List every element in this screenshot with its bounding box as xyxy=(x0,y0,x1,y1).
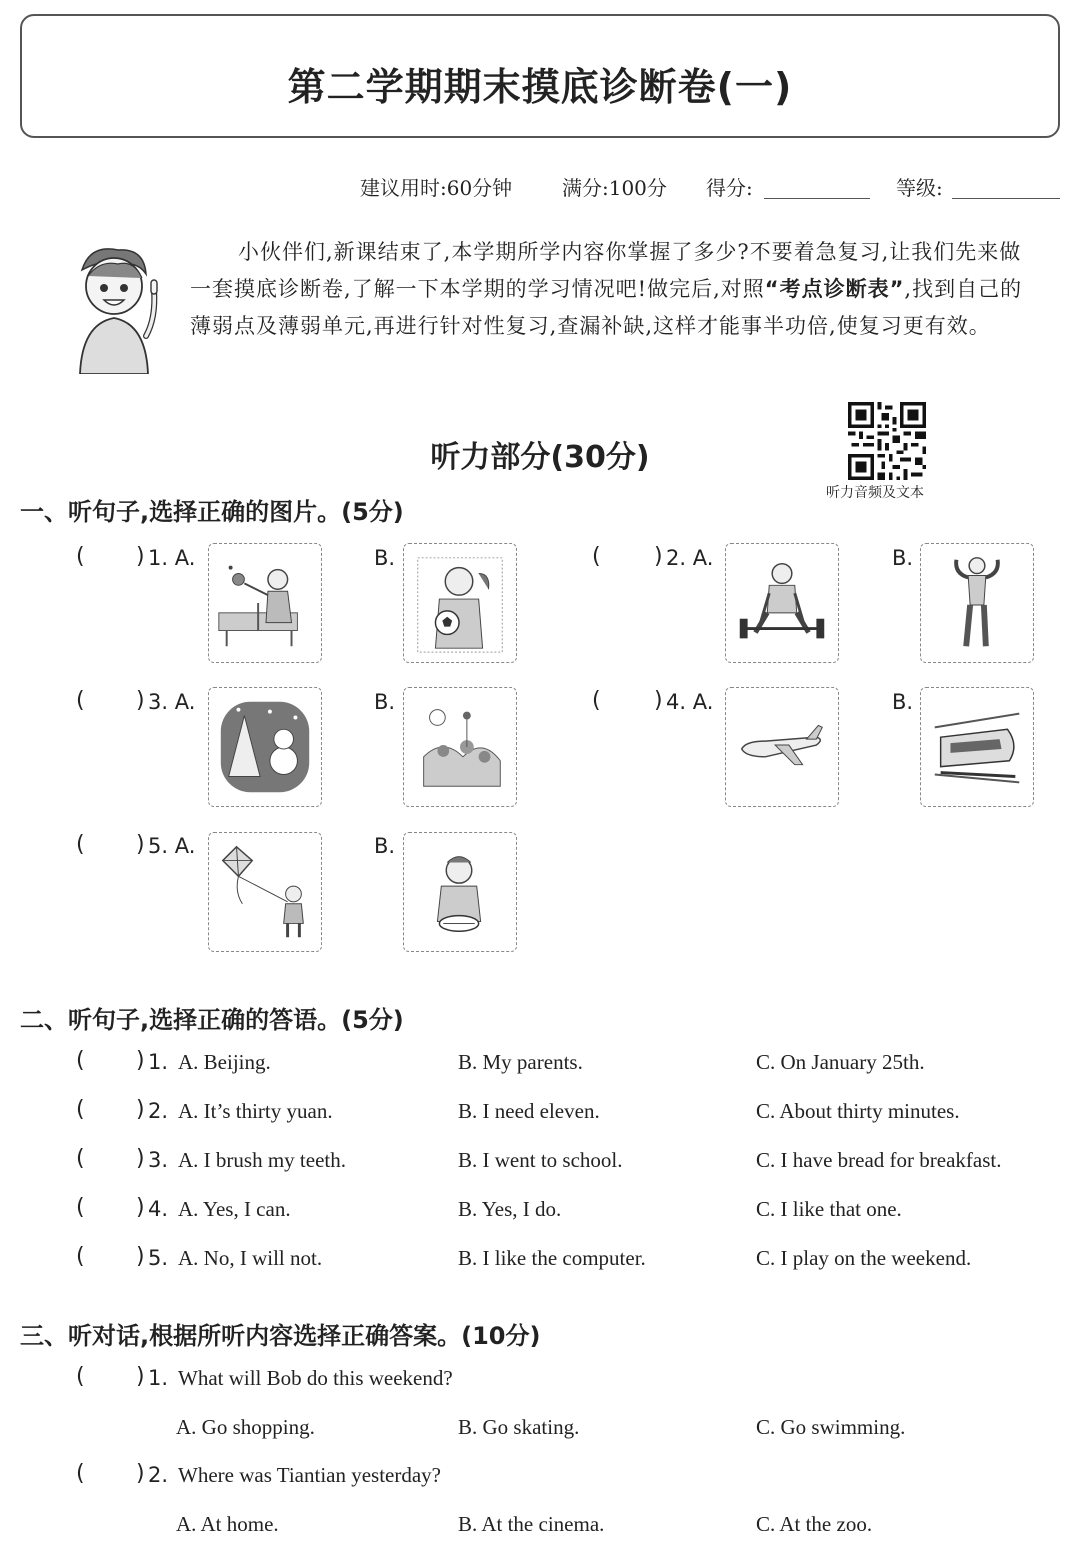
answer-paren-close: ) xyxy=(136,1461,145,1486)
football-boy-icon[interactable] xyxy=(403,543,517,663)
answer-paren-open: ( xyxy=(76,1146,85,1171)
s2-option-b[interactable]: B. I need eleven. xyxy=(458,1099,600,1123)
airplane-icon[interactable] xyxy=(725,687,839,807)
kite-girl-icon[interactable] xyxy=(208,832,322,952)
answer-paren-open: ( xyxy=(76,688,85,713)
s2-question-number: 5. xyxy=(148,1246,169,1270)
s3-option-b[interactable]: B. Go skating. xyxy=(458,1415,580,1439)
suggested-time: 建议用时:60分钟 xyxy=(360,176,513,200)
score-blank[interactable] xyxy=(764,198,870,199)
strong-man-icon[interactable] xyxy=(920,543,1034,663)
s2-question-number: 2. xyxy=(148,1099,169,1123)
answer-paren-close: ) xyxy=(136,1097,145,1122)
ping-pong-girl-icon[interactable] xyxy=(208,543,322,663)
option-b-label: B. xyxy=(374,546,396,570)
s2-option-c[interactable]: C. I like that one. xyxy=(756,1197,902,1221)
qr-label: 听力音频及文本 xyxy=(826,485,924,501)
s2-option-c[interactable]: C. I have bread for breakfast. xyxy=(756,1148,1002,1172)
boy-mascot-icon xyxy=(60,240,170,374)
s3-question-text: What will Bob do this weekend? xyxy=(178,1366,453,1390)
s1-q3-label: 3. A. xyxy=(148,690,196,714)
s1-q5-label: 5. A. xyxy=(148,834,196,858)
s2-option-b[interactable]: B. My parents. xyxy=(458,1050,583,1074)
s2-option-b[interactable]: B. I like the computer. xyxy=(458,1246,646,1270)
answer-paren-close: ) xyxy=(654,688,663,713)
intro-text-after: ,找到自己的薄弱点及薄弱单元,再进行针对性复习,查漏补缺,这样才能事半功倍,使复习更有效。 xyxy=(190,277,1023,338)
s3-question-number: 1. xyxy=(148,1366,169,1390)
s3-option-c[interactable]: C. At the zoo. xyxy=(756,1512,873,1536)
s2-question-number: 3. xyxy=(148,1148,169,1172)
train-icon[interactable] xyxy=(920,687,1034,807)
answer-paren-open: ( xyxy=(592,544,601,569)
answer-paren-open: ( xyxy=(592,688,601,713)
autumn-flowers-icon[interactable] xyxy=(403,687,517,807)
s2-question-number: 1. xyxy=(148,1050,169,1074)
s2-option-b[interactable]: B. I went to school. xyxy=(458,1148,623,1172)
winter-snowman-icon[interactable] xyxy=(208,687,322,807)
grade-blank[interactable] xyxy=(952,198,1060,199)
answer-paren-close: ) xyxy=(136,832,145,857)
answer-paren-close: ) xyxy=(136,544,145,569)
answer-paren-open: ( xyxy=(76,544,85,569)
option-b-label: B. xyxy=(374,690,396,714)
s2-option-b[interactable]: B. Yes, I do. xyxy=(458,1197,562,1221)
s3-option-a[interactable]: A. Go shopping. xyxy=(176,1415,315,1439)
answer-paren-open: ( xyxy=(76,1048,85,1073)
s2-option-a[interactable]: A. It’s thirty yuan. xyxy=(178,1099,333,1123)
s2-option-a[interactable]: A. Beijing. xyxy=(178,1050,271,1074)
grade-label: 等级: xyxy=(896,176,943,200)
section3-title: 三、听对话,根据所听内容选择正确答案。(10分) xyxy=(20,1322,541,1350)
s1-q4-label: 4. A. xyxy=(666,690,714,714)
s2-option-c[interactable]: C. I play on the weekend. xyxy=(756,1246,972,1270)
boy-drum-icon[interactable] xyxy=(403,832,517,952)
s3-option-b[interactable]: B. At the cinema. xyxy=(458,1512,605,1536)
listening-part-title: 听力部分(30分) xyxy=(430,440,650,475)
answer-paren-open: ( xyxy=(76,1097,85,1122)
option-b-label: B. xyxy=(374,834,396,858)
intro-highlight: “考点诊断表” xyxy=(764,277,905,301)
s2-option-a[interactable]: A. I brush my teeth. xyxy=(178,1148,346,1172)
section1-title: 一、听句子,选择正确的图片。(5分) xyxy=(20,498,404,526)
answer-paren-open: ( xyxy=(76,1195,85,1220)
full-score: 满分:100分 xyxy=(562,176,667,200)
title-box xyxy=(20,14,1060,138)
answer-paren-close: ) xyxy=(654,544,663,569)
s2-question-number: 4. xyxy=(148,1197,169,1221)
intro-text-before: 小伙伴们,新课结束了,本学期所学内容你掌握了多少?不要着急复习,让我们先来做一套摸底诊断卷,了解一下本学期的学习情况吧!做完后,对照 xyxy=(190,240,1022,301)
answer-paren-open: ( xyxy=(76,1244,85,1269)
answer-paren-open: ( xyxy=(76,1461,85,1486)
s3-option-c[interactable]: C. Go swimming. xyxy=(756,1415,906,1439)
intro-paragraph xyxy=(190,234,1042,345)
s1-q2-label: 2. A. xyxy=(666,546,714,570)
answer-paren-close: ) xyxy=(136,1048,145,1073)
answer-paren-close: ) xyxy=(136,1146,145,1171)
s3-question-text: Where was Tiantian yesterday? xyxy=(178,1463,442,1487)
answer-paren-open: ( xyxy=(76,1364,85,1389)
answer-paren-close: ) xyxy=(136,688,145,713)
s2-option-a[interactable]: A. No, I will not. xyxy=(178,1246,323,1270)
answer-paren-open: ( xyxy=(76,832,85,857)
s3-question-number: 2. xyxy=(148,1463,169,1487)
option-b-label: B. xyxy=(892,546,914,570)
s2-option-c[interactable]: C. About thirty minutes. xyxy=(756,1099,960,1123)
s2-option-a[interactable]: A. Yes, I can. xyxy=(178,1197,291,1221)
answer-paren-close: ) xyxy=(136,1244,145,1269)
section2-title: 二、听句子,选择正确的答语。(5分) xyxy=(20,1006,404,1034)
qr-code-icon[interactable] xyxy=(848,402,926,480)
s1-q1-label: 1. A. xyxy=(148,546,196,570)
page-title: 第二学期期末摸底诊断卷(一) xyxy=(287,65,793,109)
s3-option-a[interactable]: A. At home. xyxy=(176,1512,279,1536)
answer-paren-close: ) xyxy=(136,1195,145,1220)
score-label: 得分: xyxy=(706,176,753,200)
option-b-label: B. xyxy=(892,690,914,714)
answer-paren-close: ) xyxy=(136,1364,145,1389)
s2-option-c[interactable]: C. On January 25th. xyxy=(756,1050,925,1074)
weightlifting-man-icon[interactable] xyxy=(725,543,839,663)
